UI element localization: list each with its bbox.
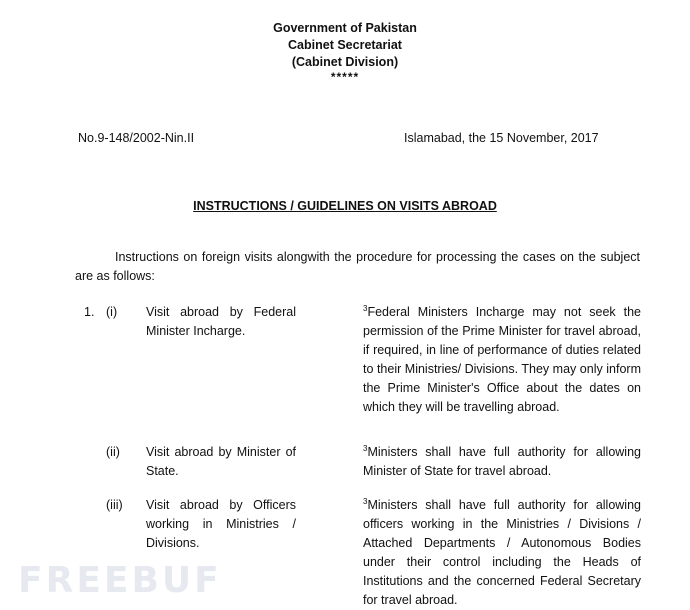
item-description-text: Ministers shall have full authority for allowing Minister of State for travel abroad. <box>363 445 641 478</box>
item-description-text: Federal Ministers Incharge may not seek the permission of the Prime Minister for travel abroad, if required, in line of performance of duties related to their Ministries/ Divisions. They may only inform the Prime Minister's Office about the dates on which they will be travelling abroad. <box>363 305 641 414</box>
intro-paragraph: Instructions on foreign visits alongwith the procedure for processing the cases on the subject are as follows: <box>75 250 640 283</box>
footnote-marker: 3 <box>363 496 368 506</box>
header-government: Government of Pakistan <box>273 21 417 35</box>
item-subnumber: (i) <box>106 305 118 319</box>
item-description-text: Ministers shall have full authority for allowing officers working in the Ministries / Divisions / Attached Departments / Autonomous Bodies under their control including the Heads of Institutions and the concerned Federal Secretary for travel abroad. <box>363 498 641 607</box>
header-stars: ***** <box>330 70 360 84</box>
item-description <box>363 443 641 481</box>
item-description <box>363 303 641 417</box>
item-description <box>363 496 641 610</box>
item-subnumber: (iii) <box>106 498 123 512</box>
item-title: Visit abroad by Minister of State. <box>146 445 296 478</box>
item-title: Visit abroad by Officers working in Ministries / Divisions. <box>146 498 296 550</box>
watermark-logo: FREEBUF <box>18 560 222 601</box>
item-title: Visit abroad by Federal Minister Incharge. <box>146 305 296 338</box>
place-and-date: Islamabad, the 15 November, 2017 <box>404 131 599 145</box>
header-secretariat: Cabinet Secretariat <box>288 38 402 52</box>
footnote-marker: 3 <box>363 303 368 313</box>
item-subnumber: (ii) <box>106 445 120 459</box>
footnote-marker: 3 <box>363 443 368 453</box>
header-division: (Cabinet Division) <box>291 55 399 69</box>
item-number: 1. <box>84 305 95 319</box>
reference-number: No.9-148/2002-Nin.II <box>78 131 195 145</box>
document-heading: INSTRUCTIONS / GUIDELINES ON VISITS ABROAD <box>193 199 497 213</box>
